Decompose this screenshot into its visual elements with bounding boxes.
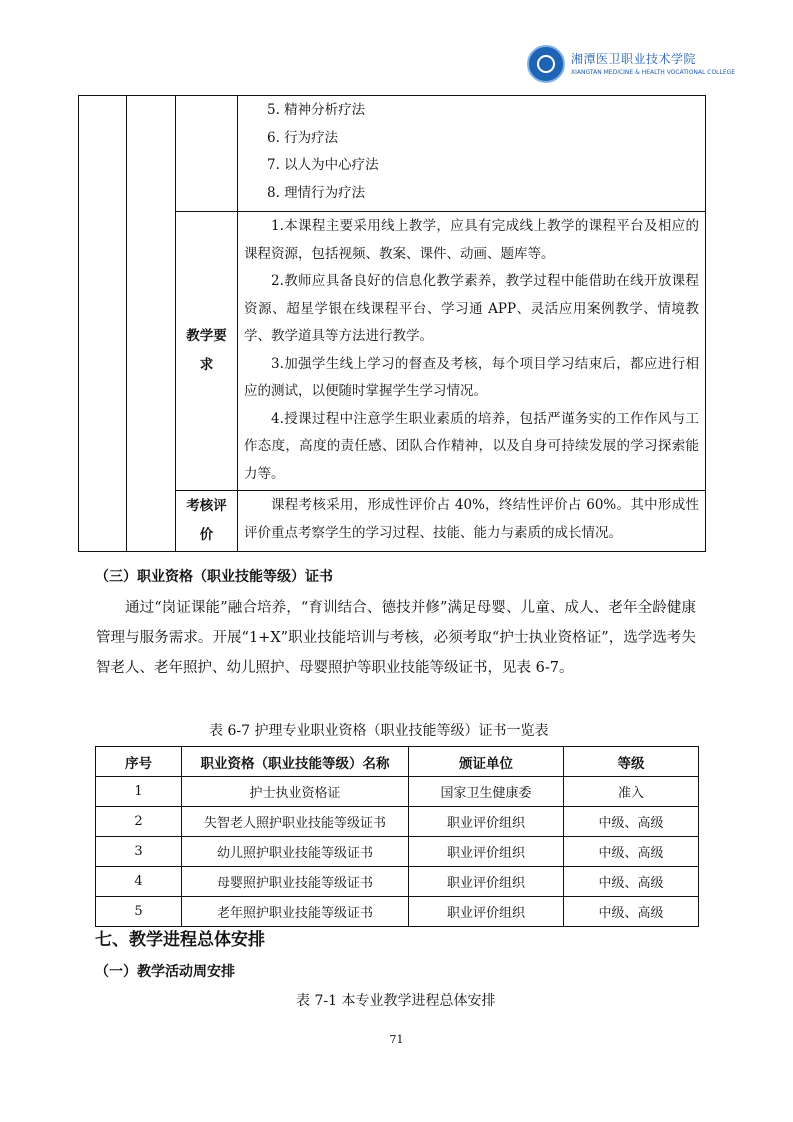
certificate-table [95, 746, 699, 927]
table-cell: 母婴照护职业技能等级证书 [182, 867, 409, 897]
table-cell: 2 [96, 807, 182, 837]
school-name: 湘潭医卫职业技术学院 [571, 52, 697, 66]
empty-label-cell [176, 96, 238, 212]
table-cell: 5 [96, 897, 182, 927]
table-cell: 国家卫生健康委 [409, 777, 564, 807]
table-cell: 4 [96, 867, 182, 897]
table-cell: 护士执业资格证 [182, 777, 409, 807]
table-cell: 中级、高级 [564, 897, 699, 927]
teaching-req-paragraph: 1.本课程主要采用线上教学，应具有完成线上教学的课程平台及相应的课程资源，包括视频、教案、课件、动画、题库等。 [244, 218, 699, 262]
table-cell: 3 [96, 837, 182, 867]
table-cell: 准入 [564, 777, 699, 807]
table-cell: 1 [96, 777, 182, 807]
empty-cell [79, 96, 127, 552]
teaching-req-paragraph: 2.教师应具备良好的信息化教学素养，教学过程中能借助在线开放课程资源、超星学银在线课程平台、学习通 APP、灵活应用案例教学、情境教学、教学道具等方法进行教学。 [244, 273, 699, 344]
table-cell: 职业评价组织 [409, 867, 564, 897]
table-cell: 中级、高级 [564, 867, 699, 897]
school-name-en: XIANGTAN MEDICINE & HEALTH VOCATIONAL COLLEGE [571, 69, 736, 76]
table-cell: 职业评价组织 [409, 807, 564, 837]
assessment-label: 考核评 价 [176, 491, 238, 552]
section-heading: （一）教学活动周安排 [95, 964, 235, 980]
assessment-cell [238, 491, 706, 552]
page-number: 71 [389, 1033, 404, 1046]
teaching-req-paragraph: 4.授课过程中注意学生职业素质的培养，包括严谨务实的工作作风与工作态度，高度的责任感、团队合作精神，以及自身可持续发展的学习探索能力等。 [244, 410, 699, 482]
school-emblem-icon [527, 45, 565, 83]
table-header-row [96, 747, 699, 777]
table-cell: 职业评价组织 [409, 837, 564, 867]
column-header: 颁证单位 [409, 747, 564, 777]
assessment-text: 课程考核采用，形成性评价占 40%，终结性评价占 60%。其中形成性评价重点考察学生的学习过程、技能、能力与素质的成长情况。 [244, 497, 699, 541]
column-header: 等级 [564, 747, 699, 777]
therapy-row [79, 96, 706, 212]
therapy-item: 8. 理情行为疗法 [267, 184, 366, 201]
therapy-item: 6. 行为疗法 [267, 129, 339, 146]
column-header: 序号 [96, 747, 182, 777]
therapy-item: 7. 以人为中心疗法 [267, 157, 379, 173]
table-row [96, 837, 699, 867]
chapter-heading: 七、教学进程总体安排 [95, 930, 265, 950]
course-requirements-table [78, 95, 706, 552]
therapy-item: 5. 精神分析疗法 [267, 102, 366, 118]
therapy-list-cell [238, 96, 706, 212]
school-logo [527, 45, 736, 85]
table-cell: 老年照护职业技能等级证书 [182, 897, 409, 927]
teaching-requirements-cell [238, 212, 706, 491]
column-header: 职业资格（职业技能等级）名称 [182, 747, 409, 777]
table-cell: 中级、高级 [564, 837, 699, 867]
table-row [96, 897, 699, 927]
teaching-requirements-label: 教学要 求 [176, 212, 238, 491]
teaching-req-paragraph: 3.加强学生线上学习的督查及考核，每个项目学习结束后，都应进行相应的测试，以便随时掌握学生学习情况。 [244, 355, 699, 399]
table-cell: 职业评价组织 [409, 897, 564, 927]
section-heading: （三）职业资格（职业技能等级）证书 [95, 569, 333, 585]
table-cell: 幼儿照护职业技能等级证书 [182, 837, 409, 867]
table-row [96, 867, 699, 897]
section-paragraph: 通过“岗证课能”融合培养，“育训结合、德技并修”满足母婴、儿童、成人、老年全龄健康管理与服务需求。开展“1+X”职业技能培训与考核，必须考取“护士执业资格证”，选学选考失智老人、老年照护、幼儿照护、母婴照护等职业技能等级证书，见表 6-7。 [96, 600, 696, 676]
table-caption: 表 6-7 护理专业职业资格（职业技能等级）证书一览表 [209, 723, 549, 739]
table-caption: 表 7-1 本专业教学进程总体安排 [296, 993, 496, 1009]
table-row [96, 807, 699, 837]
table-row [96, 777, 699, 807]
empty-cell [127, 96, 176, 552]
table-cell: 失智老人照护职业技能等级证书 [182, 807, 409, 837]
table-cell: 中级、高级 [564, 807, 699, 837]
